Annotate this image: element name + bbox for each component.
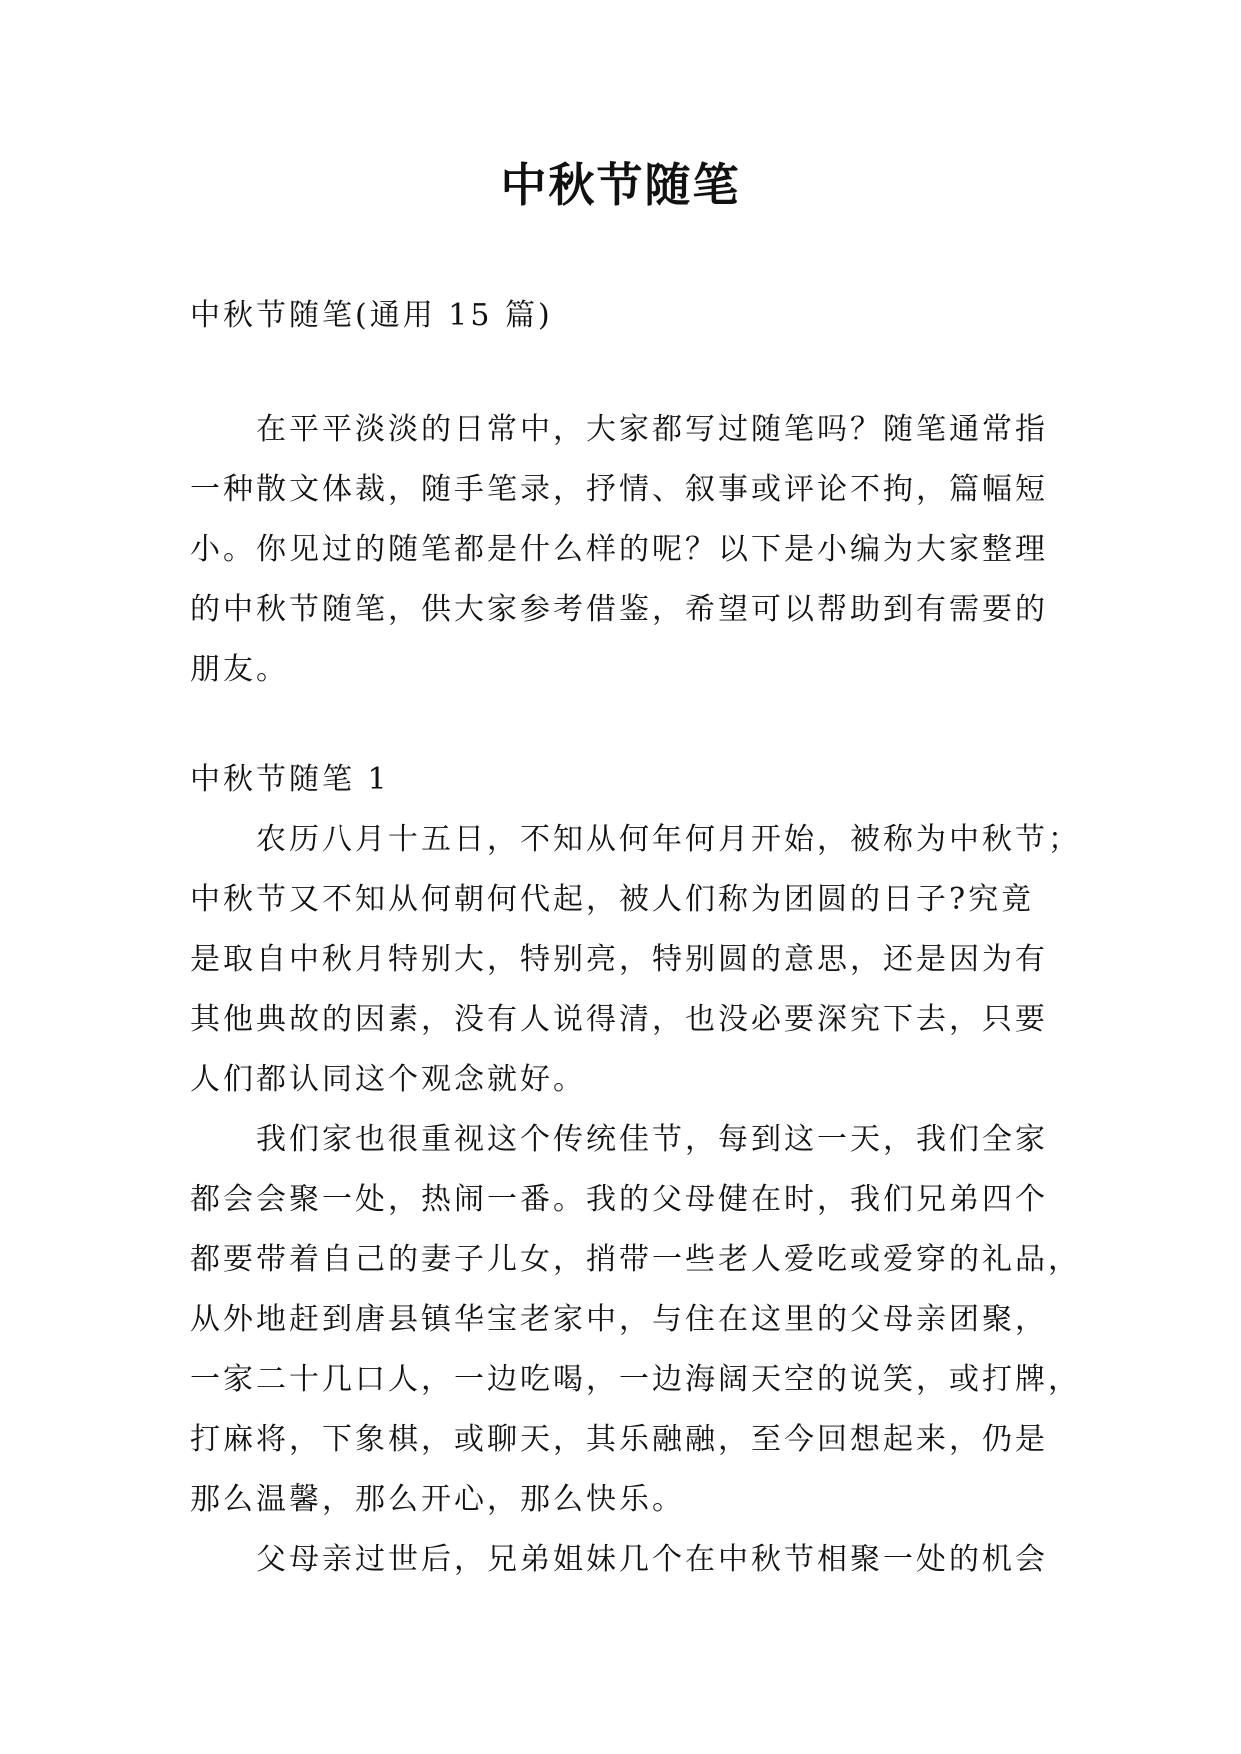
intro-line: 一种散文体裁，随手笔录，抒情、叙事或评论不拘，篇幅短 — [190, 472, 1048, 507]
document-title: 中秋节随笔 — [500, 158, 741, 212]
paragraph-line: 中秋节又不知从何朝何代起，被人们称为团圆的日子?究竟 — [190, 882, 1035, 917]
paragraph-line: 都会会聚一处，热闹一番。我的父母健在时，我们兄弟四个 — [190, 1182, 1048, 1217]
paragraph-line: 我们家也很重视这个传统佳节，每到这一天，我们全家 — [256, 1122, 1048, 1157]
paragraph-line: 农历八月十五日，不知从何年何月开始，被称为中秋节； — [256, 822, 1081, 857]
intro-line: 在平平淡淡的日常中，大家都写过随笔吗？随笔通常指 — [256, 412, 1048, 447]
paragraph-line: 都要带着自己的妻子儿女，捎带一些老人爱吃或爱穿的礼品， — [190, 1242, 1081, 1277]
paragraph-line: 人们都认同这个观念就好。 — [190, 1062, 586, 1097]
intro-line: 朋友。 — [190, 652, 289, 687]
intro-line: 的中秋节随笔，供大家参考借鉴，希望可以帮助到有需要的 — [190, 592, 1048, 627]
paragraph-line: 其他典故的因素，没有人说得清，也没必要深究下去，只要 — [190, 1002, 1048, 1037]
paragraph-line: 从外地赶到唐县镇华宝老家中，与住在这里的父母亲团聚， — [190, 1302, 1048, 1337]
document-subtitle: 中秋节随笔(通用 15 篇) — [190, 298, 553, 333]
paragraph-line: 一家二十几口人，一边吃喝，一边海阔天空的说笑，或打牌， — [190, 1362, 1081, 1397]
paragraph-line: 打麻将，下象棋，或聊天，其乐融融，至今回想起来，仍是 — [190, 1422, 1048, 1457]
paragraph-line: 是取自中秋月特别大，特别亮，特别圆的意思，还是因为有 — [190, 942, 1048, 977]
paragraph-line: 那么温馨，那么开心，那么快乐。 — [190, 1482, 685, 1517]
paragraph-line: 父母亲过世后，兄弟姐妹几个在中秋节相聚一处的机会 — [256, 1542, 1048, 1577]
intro-line: 小。你见过的随笔都是什么样的呢？以下是小编为大家整理 — [190, 532, 1048, 567]
section-heading: 中秋节随笔 1 — [190, 762, 390, 797]
